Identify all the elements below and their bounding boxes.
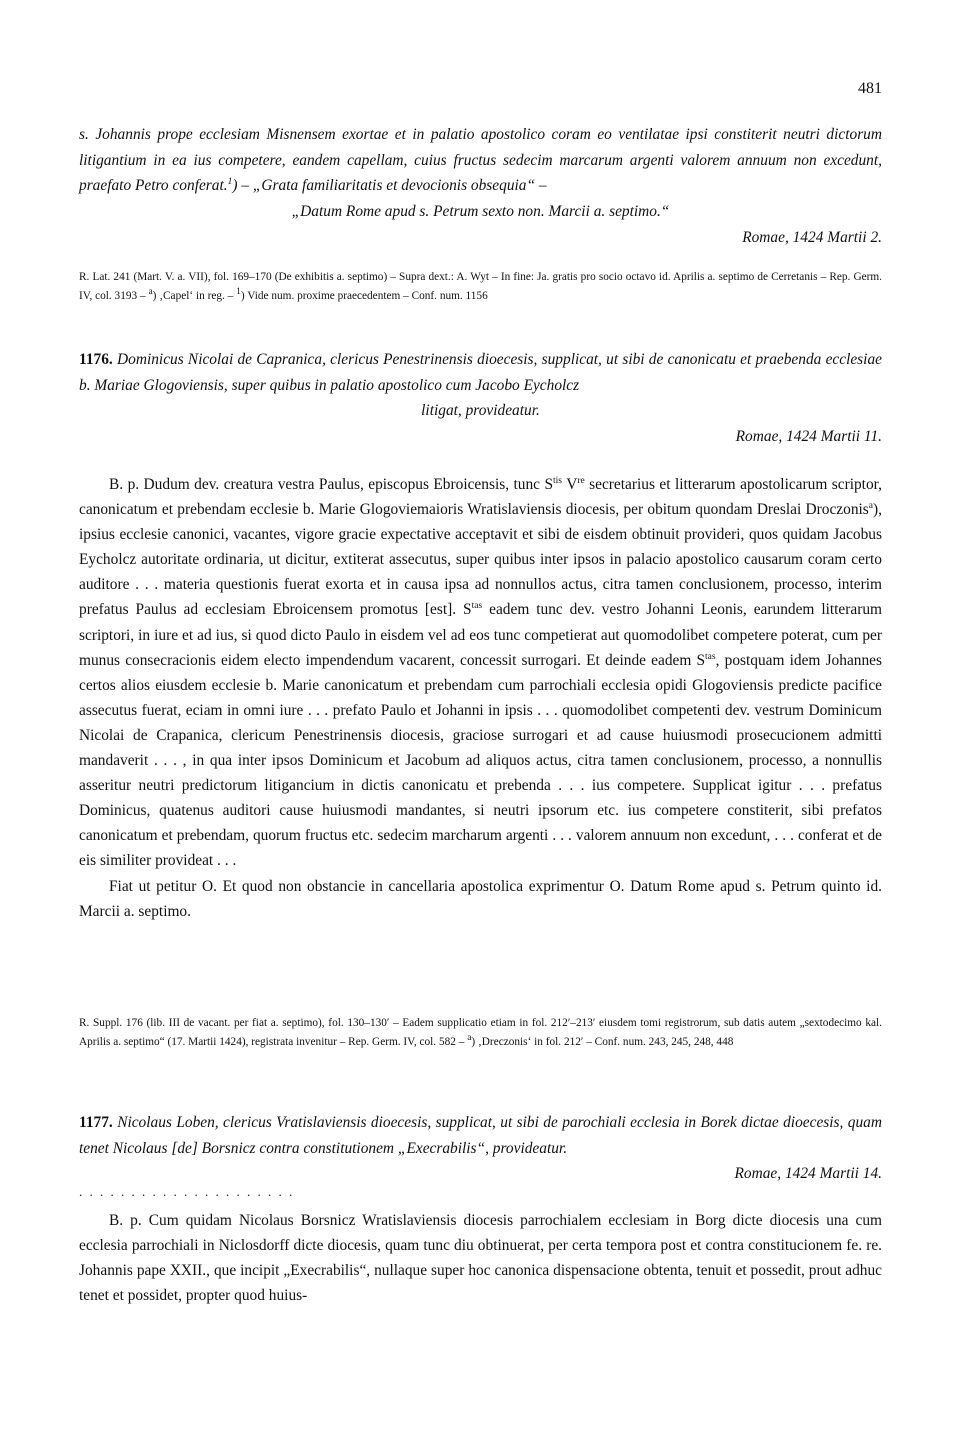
entry-1177-body	[79, 1208, 882, 1308]
date-line: Romae, 1424 Martii 14.	[734, 1165, 882, 1183]
continuation-text: s. Johannis prope ecclesiam Misnensem exortae et in palatio apostolico coram eo ventilatae ipsi constiterit neutri dictorum litigantium in ea ius competere, eandem capellam, cuius fructus sedecim marcarum argenti valorem annuum non excedunt, praefato Petro conferat.$^1$) – „Grata familiaritatis et devocionis obsequia“ –	[79, 126, 882, 195]
ellipsis-line: . . . . . . . . . . . . . . . . . . . . .	[79, 1184, 295, 1199]
entry-1176-body	[79, 472, 882, 924]
page-number: 481	[858, 80, 882, 97]
supplication-text: B. p. Cum quidam Nicolaus Borsnicz Wratislaviensis diocesis parrochialem ecclesiam in Borg dicte diocesis una cum ecclesia parrochiali in Niclosdorff dicte diocesis, quam tunc diu obtinuerat, per certa tempora post et contra constitucionem fe. re. Johannis pape XXII., que incipit „Execrabilis“, nullaque super hoc canonica dispensacione obtenta, tenuit et possedit, prout adhuc tenet et possidet, propter quod huius-	[79, 1212, 882, 1305]
supplication-text: B. p. Dudum dev. creatura vestra Paulus, episcopus Ebroicensis, tunc $S^{tis}$ Vre secretarius et litterarum apostolicarum scriptor, canonicatum et prebendam ecclesie b. Marie Glogoviemaioris Wratislaviensis diocesis, per obitum quondam Dreslai Droczonis$^a$), ipsius ecclesie canonici, vacantes, vigore gracie expectative acceptavit et sibi de eisdem obtinuit provideri, quos quidam Jacobus Eycholcz autoritate ordinaria, ut dicitur, extiterat assecutus, super quibus inter ipsos in palacio apostolico causarum coram certo auditore . . . materia questionis fuerat exorta et in causa ipsa ad nonnullos actus, citra tamen conclusionem, processo, interim prefatus Paulus ad ecclesiam Ebroicensem promotus [est]. $S^{tas}$ eadem tunc dev. vestro Johanni Leonis, earundem litterarum scriptori, in iure et ad ius, si quod dicto Paulo in eisdem vel ad eos tunc competierat aut quomodolibet competere poterat, cum per munus consecracionis eidem electo impendendum vacarent, concessit surrogari. Et deinde eadem $S^{tas}$, postquam idem Johannes certos alios eiusdem ecclesie b. Marie canonicatum et prebendam cum parrochiali ecclesia opidi Glogoviensis predicte pacifice assecutus fuerat, eciam in omni iure . . . prefato Paulo et Johanni in ipsis . . . quomodolibet competenti dev. vestrum Dominicum Nicolai de Crapanica, clericum Penestrinensis diocesis, graciose surrogari et ad cause huiusmodi prosecucionem admitti mandaverit . . . , in qua inter ipsos Dominicum et Jacobum ad aliquos actus, citra tamen conclusionem, processo, a nonnullis asseritur neutri predictorum litigancium in dictis canonicatu et prebenda . . . ius competere. Supplicat igitur . . . prefatus Dominicus, quatenus auditori cause huiusmodi mandantes, si neutri ipsorum etc. ius competere constiterit, sibi prefatos canonicatum et prebendam, quorum fructus etc. sedecim marcharum argenti . . . valorem annuum non excedunt, . . . conferat et de eis similiter provideat . . .	[79, 475, 883, 870]
entry-summary-last-line: litigat, provideatur.	[421, 402, 540, 420]
datum-line: „Datum Rome apud s. Petrum sexto non. Marcii a. septimo.“	[291, 203, 670, 221]
entry-summary: 1176. Dominicus Nicolai de Capranica, clericus Penestrinensis dioecesis, supplicat, ut sibi de canonicatu et praebenda ecclesiae b. Mariae Glogoviensis, super quibus in palatio apostolico cum Jacobo Eycholcz	[79, 351, 882, 394]
entry-summary: 1177. Nicolaus Loben, clericus Vratislaviensis dioecesis, supplicat, ut sibi de parochiali ecclesia in Borek dictae dioecesis, quam tenet Nicolaus [de] Borsnicz contra constitutionem „Execrabilis“, provideatur.	[79, 1114, 882, 1157]
footnote-apparatus: R. Suppl. 176 (lib. III de vacant. per fiat a. septimo), fol. 130–130′ – Eadem supplicatio etiam in fol. 212′–213′ eiusdem tomi registrorum, sub datis autem „sextodecimo kal. Aprilis a. septimo“ (17. Martii 1424), registrata invenitur – Rep. Germ. IV, col. 582 – $^a$) ‚Dreczonis‘ in fol. 212′ – Conf. num. 243, 245, 248, 448	[79, 1017, 882, 1048]
footnote-apparatus: R. Lat. 241 (Mart. V. a. VII), fol. 169–170 (De exhibitis a. septimo) – Supra dext.: A. Wyt – In fine: Ja. gratis pro socio octavo id. Aprilis a. septimo de Cerretanis – Rep. Germ. IV, col. 3193 – $^a$) ‚Capel‘ in reg. – $^1$) Vide num. proxime praecedentem – Conf. num. 1156	[79, 271, 882, 302]
entry-1177	[79, 1110, 882, 1187]
entry-number: 1177.	[79, 1114, 113, 1131]
date-line: Romae, 1424 Martii 11.	[735, 428, 882, 446]
date-line: Romae, 1424 Martii 2.	[742, 228, 882, 246]
entry-number: 1176.	[79, 351, 113, 368]
signature-text: Fiat ut petitur O. Et quod non obstancie in cancellaria apostolica exprimentur O. Datum Rome apud s. Petrum quinto id. Marcii a. septimo.	[79, 877, 882, 920]
entry-1176	[79, 347, 882, 450]
previous-entry-continuation	[79, 122, 882, 251]
